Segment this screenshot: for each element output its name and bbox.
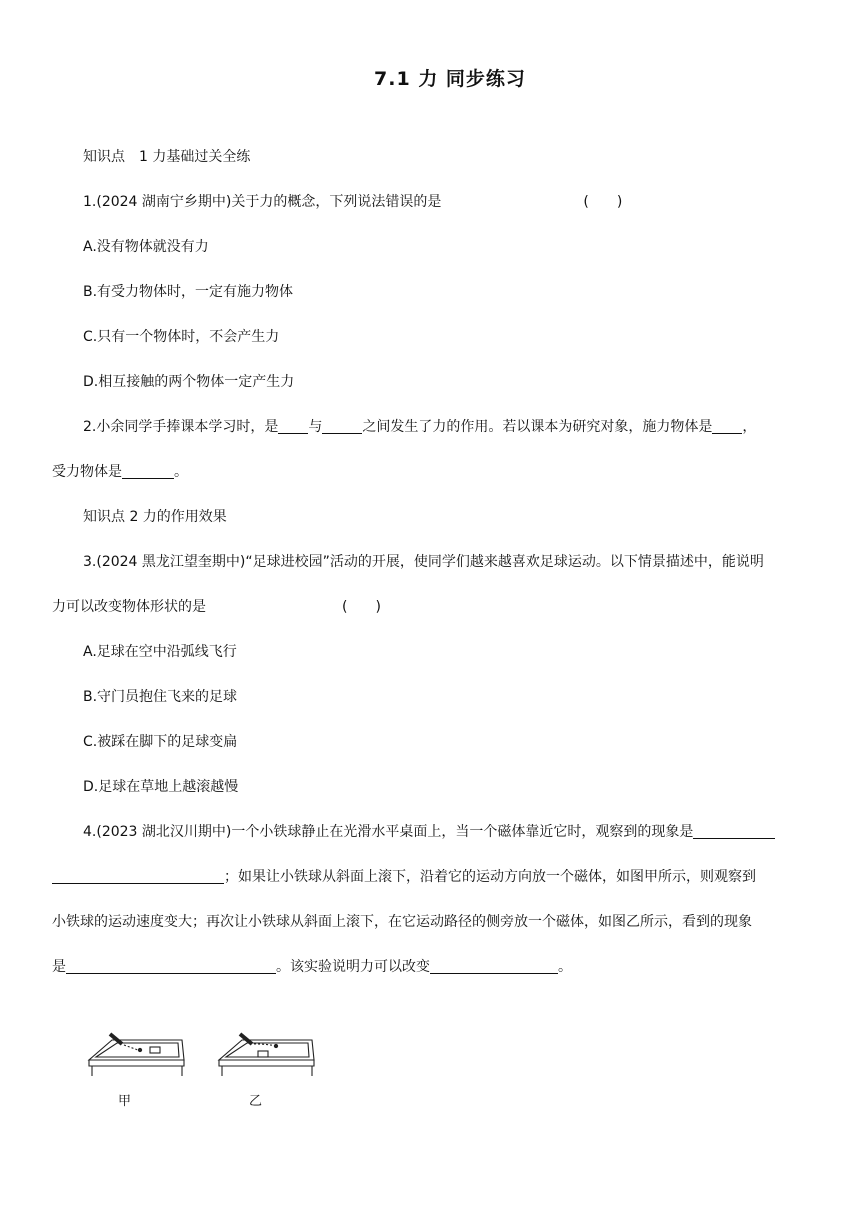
experiment-figure-a xyxy=(86,1024,190,1084)
question-4 xyxy=(83,821,775,841)
question-2-text: 。 xyxy=(174,464,188,480)
option: C.被踩在脚下的足球变扁 xyxy=(83,734,238,750)
experiment-figure-b xyxy=(216,1024,320,1084)
question-4-cont xyxy=(52,956,572,976)
section-heading-1: 知识点 1 力基础过关全练 xyxy=(83,149,251,165)
fill-blank[interactable] xyxy=(66,959,276,974)
question-2-text: ， xyxy=(742,419,757,435)
question-4-cont xyxy=(52,866,756,886)
fill-blank[interactable] xyxy=(693,824,775,839)
fill-blank[interactable] xyxy=(712,419,742,434)
fill-blank[interactable] xyxy=(322,419,362,434)
page-title: 7.1 力 同步练习 xyxy=(374,68,526,90)
question-3-cont xyxy=(52,596,381,616)
incline xyxy=(110,1034,122,1044)
option: A.足球在空中沿弧线飞行 xyxy=(83,644,237,660)
question-2-text: 2.小余同学手捧课本学习时，是 xyxy=(83,419,279,435)
table-edge xyxy=(89,1060,184,1066)
fill-blank[interactable] xyxy=(278,419,308,434)
ball-path xyxy=(124,1045,138,1050)
incline xyxy=(240,1034,252,1044)
magnet xyxy=(150,1047,160,1053)
figure-label-a: 甲 xyxy=(118,1094,132,1109)
question-2-text: 之间发生了力的作用。若以课本为研究对象，施力物体是 xyxy=(362,419,713,435)
table-inner xyxy=(96,1043,179,1057)
question-4-text: 4.(2023 湖北汉川期中)一个小铁球静止在光滑水平桌面上，当一个磁体靠近它时，观察到的现象是 xyxy=(83,824,694,840)
question-4-text: ；如果让小铁球从斜面上滚下，沿着它的运动方向放一个磁体，如图甲所示，则观察到 xyxy=(224,869,756,885)
fill-blank[interactable] xyxy=(52,869,224,884)
option: B.有受力物体时，一定有施力物体 xyxy=(83,284,294,300)
table-edge xyxy=(219,1060,314,1066)
question-4-text: 。 xyxy=(558,959,572,975)
section-heading-2: 知识点 2 力的作用效果 xyxy=(83,509,227,525)
fill-blank[interactable] xyxy=(430,959,558,974)
question-1 xyxy=(83,191,622,211)
option: B.守门员抱住飞来的足球 xyxy=(83,689,238,705)
question-4-text: 。该实验说明力可以改变 xyxy=(276,959,430,975)
option: C.只有一个物体时，不会产生力 xyxy=(83,329,280,345)
question-4-cont: 小铁球的运动速度变大；再次让小铁球从斜面上滚下，在它运动路径的侧旁放一个磁体，如图乙所示，看到的现象 xyxy=(52,914,752,930)
question-1-stem: 1.(2024 湖南宁乡期中)关于力的概念，下列说法错误的是 xyxy=(83,194,442,210)
answer-paren: ( ) xyxy=(342,599,381,615)
answer-paren: ( ) xyxy=(583,194,623,210)
ball-path xyxy=(254,1044,276,1046)
question-2-text: 与 xyxy=(308,419,323,435)
fill-blank[interactable] xyxy=(122,464,174,479)
question-2-cont xyxy=(52,461,188,481)
option: D.相互接触的两个物体一定产生力 xyxy=(83,374,295,390)
option: A.没有物体就没有力 xyxy=(83,239,209,255)
question-3-text: 力可以改变物体形状的是 xyxy=(52,599,206,615)
option: D.足球在草地上越滚越慢 xyxy=(83,779,239,795)
iron-ball xyxy=(138,1048,141,1051)
magnet xyxy=(258,1051,268,1057)
figure-label-b: 乙 xyxy=(249,1094,263,1109)
question-2-text: 受力物体是 xyxy=(52,464,122,480)
question-3: 3.(2024 黑龙江望奎期中)“足球进校园”活动的开展，使同学们越来越喜欢足球运动。以下情景描述中，能说明 xyxy=(83,554,764,570)
question-2 xyxy=(83,416,756,436)
question-4-text: 是 xyxy=(52,959,66,975)
